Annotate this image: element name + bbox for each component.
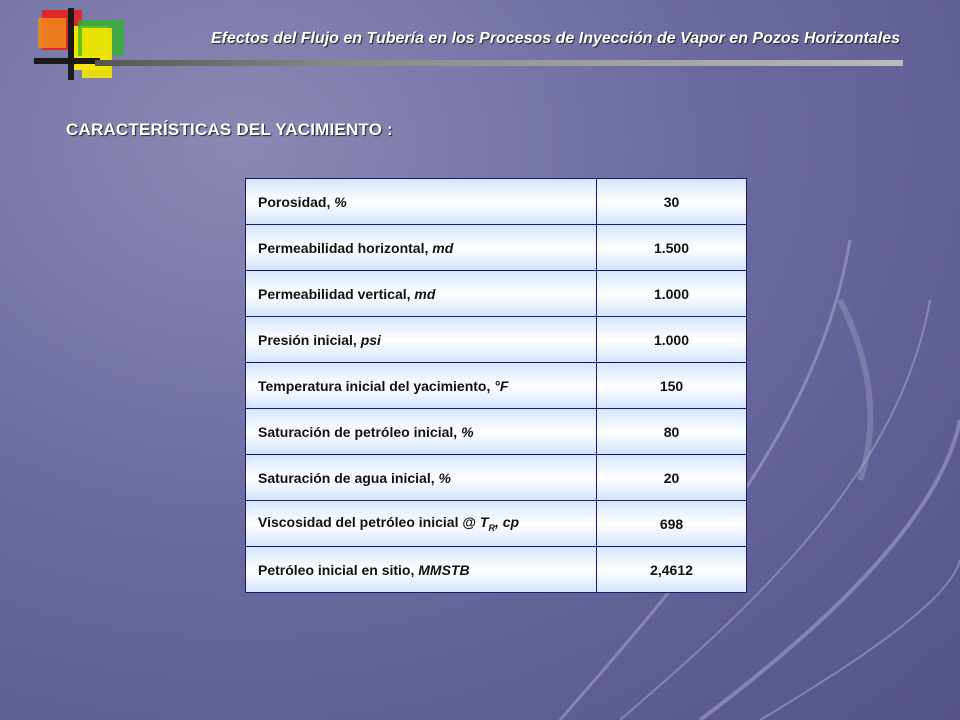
label-text: Temperatura inicial del yacimiento,: [258, 377, 495, 394]
row-label: [246, 455, 597, 501]
logo-icon: [30, 8, 140, 93]
label-text: Permeabilidad vertical,: [258, 285, 415, 302]
unit-text: %: [334, 193, 347, 210]
reservoir-table: [245, 178, 747, 593]
table-row: [246, 271, 747, 317]
unit-text: md: [432, 239, 454, 256]
unit-text: °F: [494, 377, 509, 394]
row-value: 1.000: [597, 317, 747, 363]
table-row: [246, 225, 747, 271]
label-text: Permeabilidad horizontal,: [258, 239, 433, 256]
label-text: Viscosidad del petróleo inicial @: [258, 514, 480, 531]
row-label: [246, 547, 597, 593]
table-row: [246, 547, 747, 593]
label-text: Porosidad,: [258, 193, 335, 210]
row-label: [246, 225, 597, 271]
unit-subscript: R: [488, 522, 495, 533]
row-value: 30: [597, 179, 747, 225]
table-row: [246, 501, 747, 547]
unit-text: %: [438, 469, 451, 486]
row-value: 1.500: [597, 225, 747, 271]
row-value: 80: [597, 409, 747, 455]
unit-text: psi: [360, 331, 381, 348]
row-value: 698: [597, 501, 747, 547]
header-bar: [95, 60, 903, 66]
row-label: [246, 271, 597, 317]
row-label: [246, 501, 597, 547]
table-row: [246, 363, 747, 409]
unit-text: md: [414, 285, 436, 302]
row-value: 20: [597, 455, 747, 501]
section-title: CARACTERÍSTICAS DEL YACIMIENTO :: [66, 120, 393, 139]
label-text: Petróleo inicial en sitio,: [258, 561, 419, 578]
row-label: [246, 363, 597, 409]
unit-tail-text: , cp: [494, 514, 520, 531]
label-text: Presión inicial,: [258, 331, 361, 348]
row-label: [246, 179, 597, 225]
table-row: [246, 455, 747, 501]
row-label: [246, 317, 597, 363]
unit-text: %: [461, 423, 474, 440]
table-row: [246, 409, 747, 455]
unit-text: MMSTB: [418, 561, 470, 578]
table-row: [246, 179, 747, 225]
row-value: 2,4612: [597, 547, 747, 593]
unit-text: T: [479, 514, 489, 531]
label-text: Saturación de agua inicial,: [258, 469, 439, 486]
row-value: 1.000: [597, 271, 747, 317]
row-label: [246, 409, 597, 455]
table-row: [246, 317, 747, 363]
label-text: Saturación de petróleo inicial,: [258, 423, 462, 440]
row-value: 150: [597, 363, 747, 409]
header-title: Efectos del Flujo en Tubería en los Procesos de Inyección de Vapor en Pozos Horizontales: [210, 30, 900, 47]
